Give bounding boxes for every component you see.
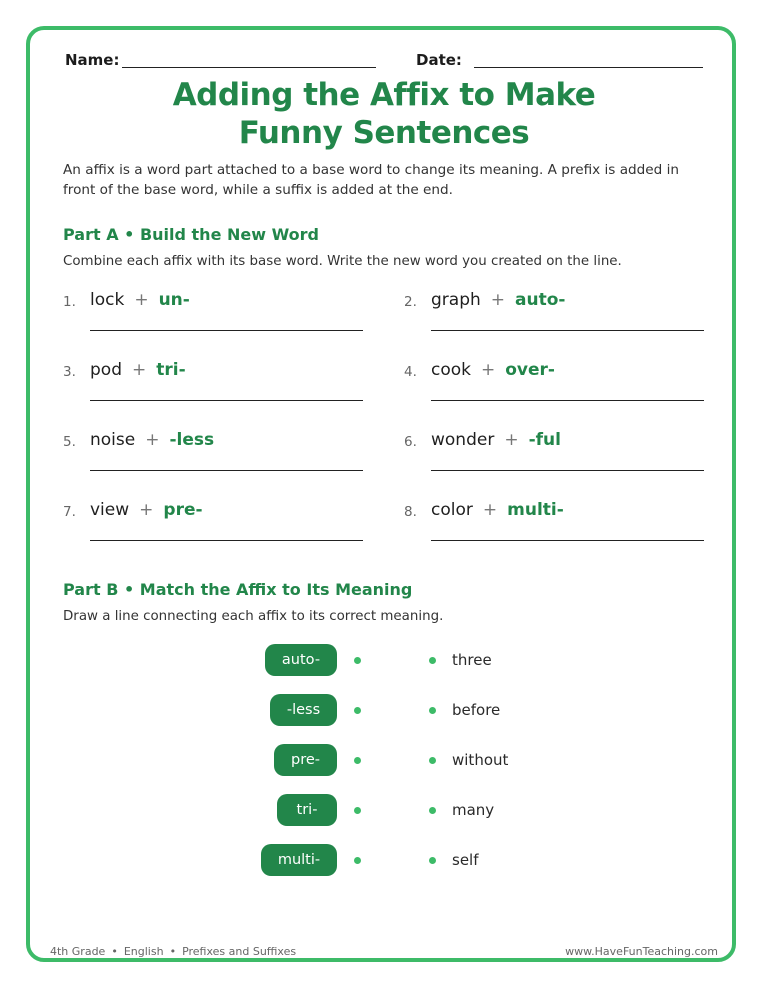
- word-equation: [90, 360, 186, 380]
- plus-sign: +: [482, 500, 498, 520]
- base-word: pod: [90, 360, 122, 380]
- base-word: noise: [90, 430, 136, 450]
- word-equation: [90, 290, 190, 310]
- affix-dot[interactable]: [354, 657, 361, 664]
- footer-subject: English: [123, 945, 164, 958]
- meaning-word: three: [452, 651, 492, 669]
- answer-line[interactable]: [431, 330, 704, 331]
- date-label: Date:: [416, 51, 462, 69]
- answer-line[interactable]: [90, 540, 363, 541]
- base-word: lock: [90, 290, 125, 310]
- affix: auto-: [515, 290, 566, 310]
- meaning-word: many: [452, 801, 495, 819]
- word-equation: [431, 360, 555, 380]
- affix-dot[interactable]: [354, 807, 361, 814]
- base-word: wonder: [431, 430, 495, 450]
- word-equation: [431, 430, 561, 450]
- base-word: view: [90, 500, 130, 520]
- item-number: 6.: [404, 434, 417, 450]
- answer-line[interactable]: [431, 540, 704, 541]
- part-b-instructions: Draw a line connecting each affix to its correct meaning.: [63, 609, 444, 624]
- name-write-line[interactable]: [122, 67, 376, 68]
- word-equation: [90, 430, 214, 450]
- answer-line[interactable]: [431, 470, 704, 471]
- affix-dot[interactable]: [354, 757, 361, 764]
- plus-sign: +: [481, 360, 496, 380]
- affix-pill: -less: [270, 694, 337, 726]
- base-word: cook: [431, 360, 471, 380]
- affix-pill: pre-: [274, 744, 337, 776]
- meaning-word: self: [452, 851, 479, 869]
- plus-sign: +: [131, 360, 147, 380]
- item-number: 2.: [404, 294, 417, 310]
- affix: -ful: [528, 430, 561, 450]
- meaning-dot[interactable]: [429, 857, 436, 864]
- footer-breadcrumb: 4th Grade • English • Prefixes and Suffixes: [50, 945, 297, 958]
- worksheet-title: [0, 76, 768, 152]
- item-number: 1.: [63, 294, 76, 310]
- date-write-line[interactable]: [474, 67, 703, 68]
- affix-dot[interactable]: [354, 857, 361, 864]
- title-line-1: Adding the Affix to Make: [172, 77, 596, 113]
- part-a-title: Part A • Build the New Word: [63, 225, 319, 244]
- part-b-title: Part B • Match the Affix to Its Meaning: [63, 580, 413, 599]
- meaning-dot[interactable]: [429, 707, 436, 714]
- answer-line[interactable]: [90, 330, 363, 331]
- affix: multi-: [507, 500, 564, 520]
- meaning-dot[interactable]: [429, 807, 436, 814]
- plus-sign: +: [139, 500, 154, 520]
- affix-pill: auto-: [265, 644, 337, 676]
- word-equation: [90, 500, 203, 520]
- footer-website: www.HaveFunTeaching.com: [565, 945, 718, 958]
- answer-line[interactable]: [90, 400, 363, 401]
- plus-sign: +: [490, 290, 506, 310]
- affix: tri-: [156, 360, 186, 380]
- plus-sign: +: [504, 430, 519, 450]
- word-equation: [431, 500, 564, 520]
- name-label: Name:: [65, 51, 120, 69]
- affix: -less: [169, 430, 215, 450]
- affix-pill: tri-: [277, 794, 337, 826]
- meaning-word: before: [452, 701, 501, 719]
- footer-topic: Prefixes and Suffixes: [182, 945, 297, 958]
- item-number: 4.: [404, 364, 417, 380]
- item-number: 5.: [63, 434, 76, 450]
- base-word: graph: [431, 290, 481, 310]
- affix-pill: multi-: [261, 844, 337, 876]
- item-number: 8.: [404, 504, 417, 520]
- plus-sign: +: [145, 430, 160, 450]
- meaning-word: without: [452, 751, 509, 769]
- part-a-instructions: Combine each affix with its base word. Write the new word you created on the line.: [63, 254, 622, 269]
- meaning-dot[interactable]: [429, 657, 436, 664]
- footer-grade: 4th Grade: [50, 945, 106, 958]
- item-number: 3.: [63, 364, 76, 380]
- affix: un-: [158, 290, 190, 310]
- answer-line[interactable]: [90, 470, 363, 471]
- item-number: 7.: [63, 504, 76, 520]
- meaning-dot[interactable]: [429, 757, 436, 764]
- word-equation: [431, 290, 565, 310]
- intro-paragraph: An affix is a word part attached to a base word to change its meaning. A prefix is added in front of the base word, while a suffix is added at the end.: [63, 162, 679, 198]
- base-word: color: [431, 500, 473, 520]
- affix: pre-: [163, 500, 203, 520]
- affix-dot[interactable]: [354, 707, 361, 714]
- affix: over-: [505, 360, 555, 380]
- answer-line[interactable]: [431, 400, 704, 401]
- title-line-2: Funny Sentences: [238, 115, 530, 151]
- plus-sign: +: [134, 290, 149, 310]
